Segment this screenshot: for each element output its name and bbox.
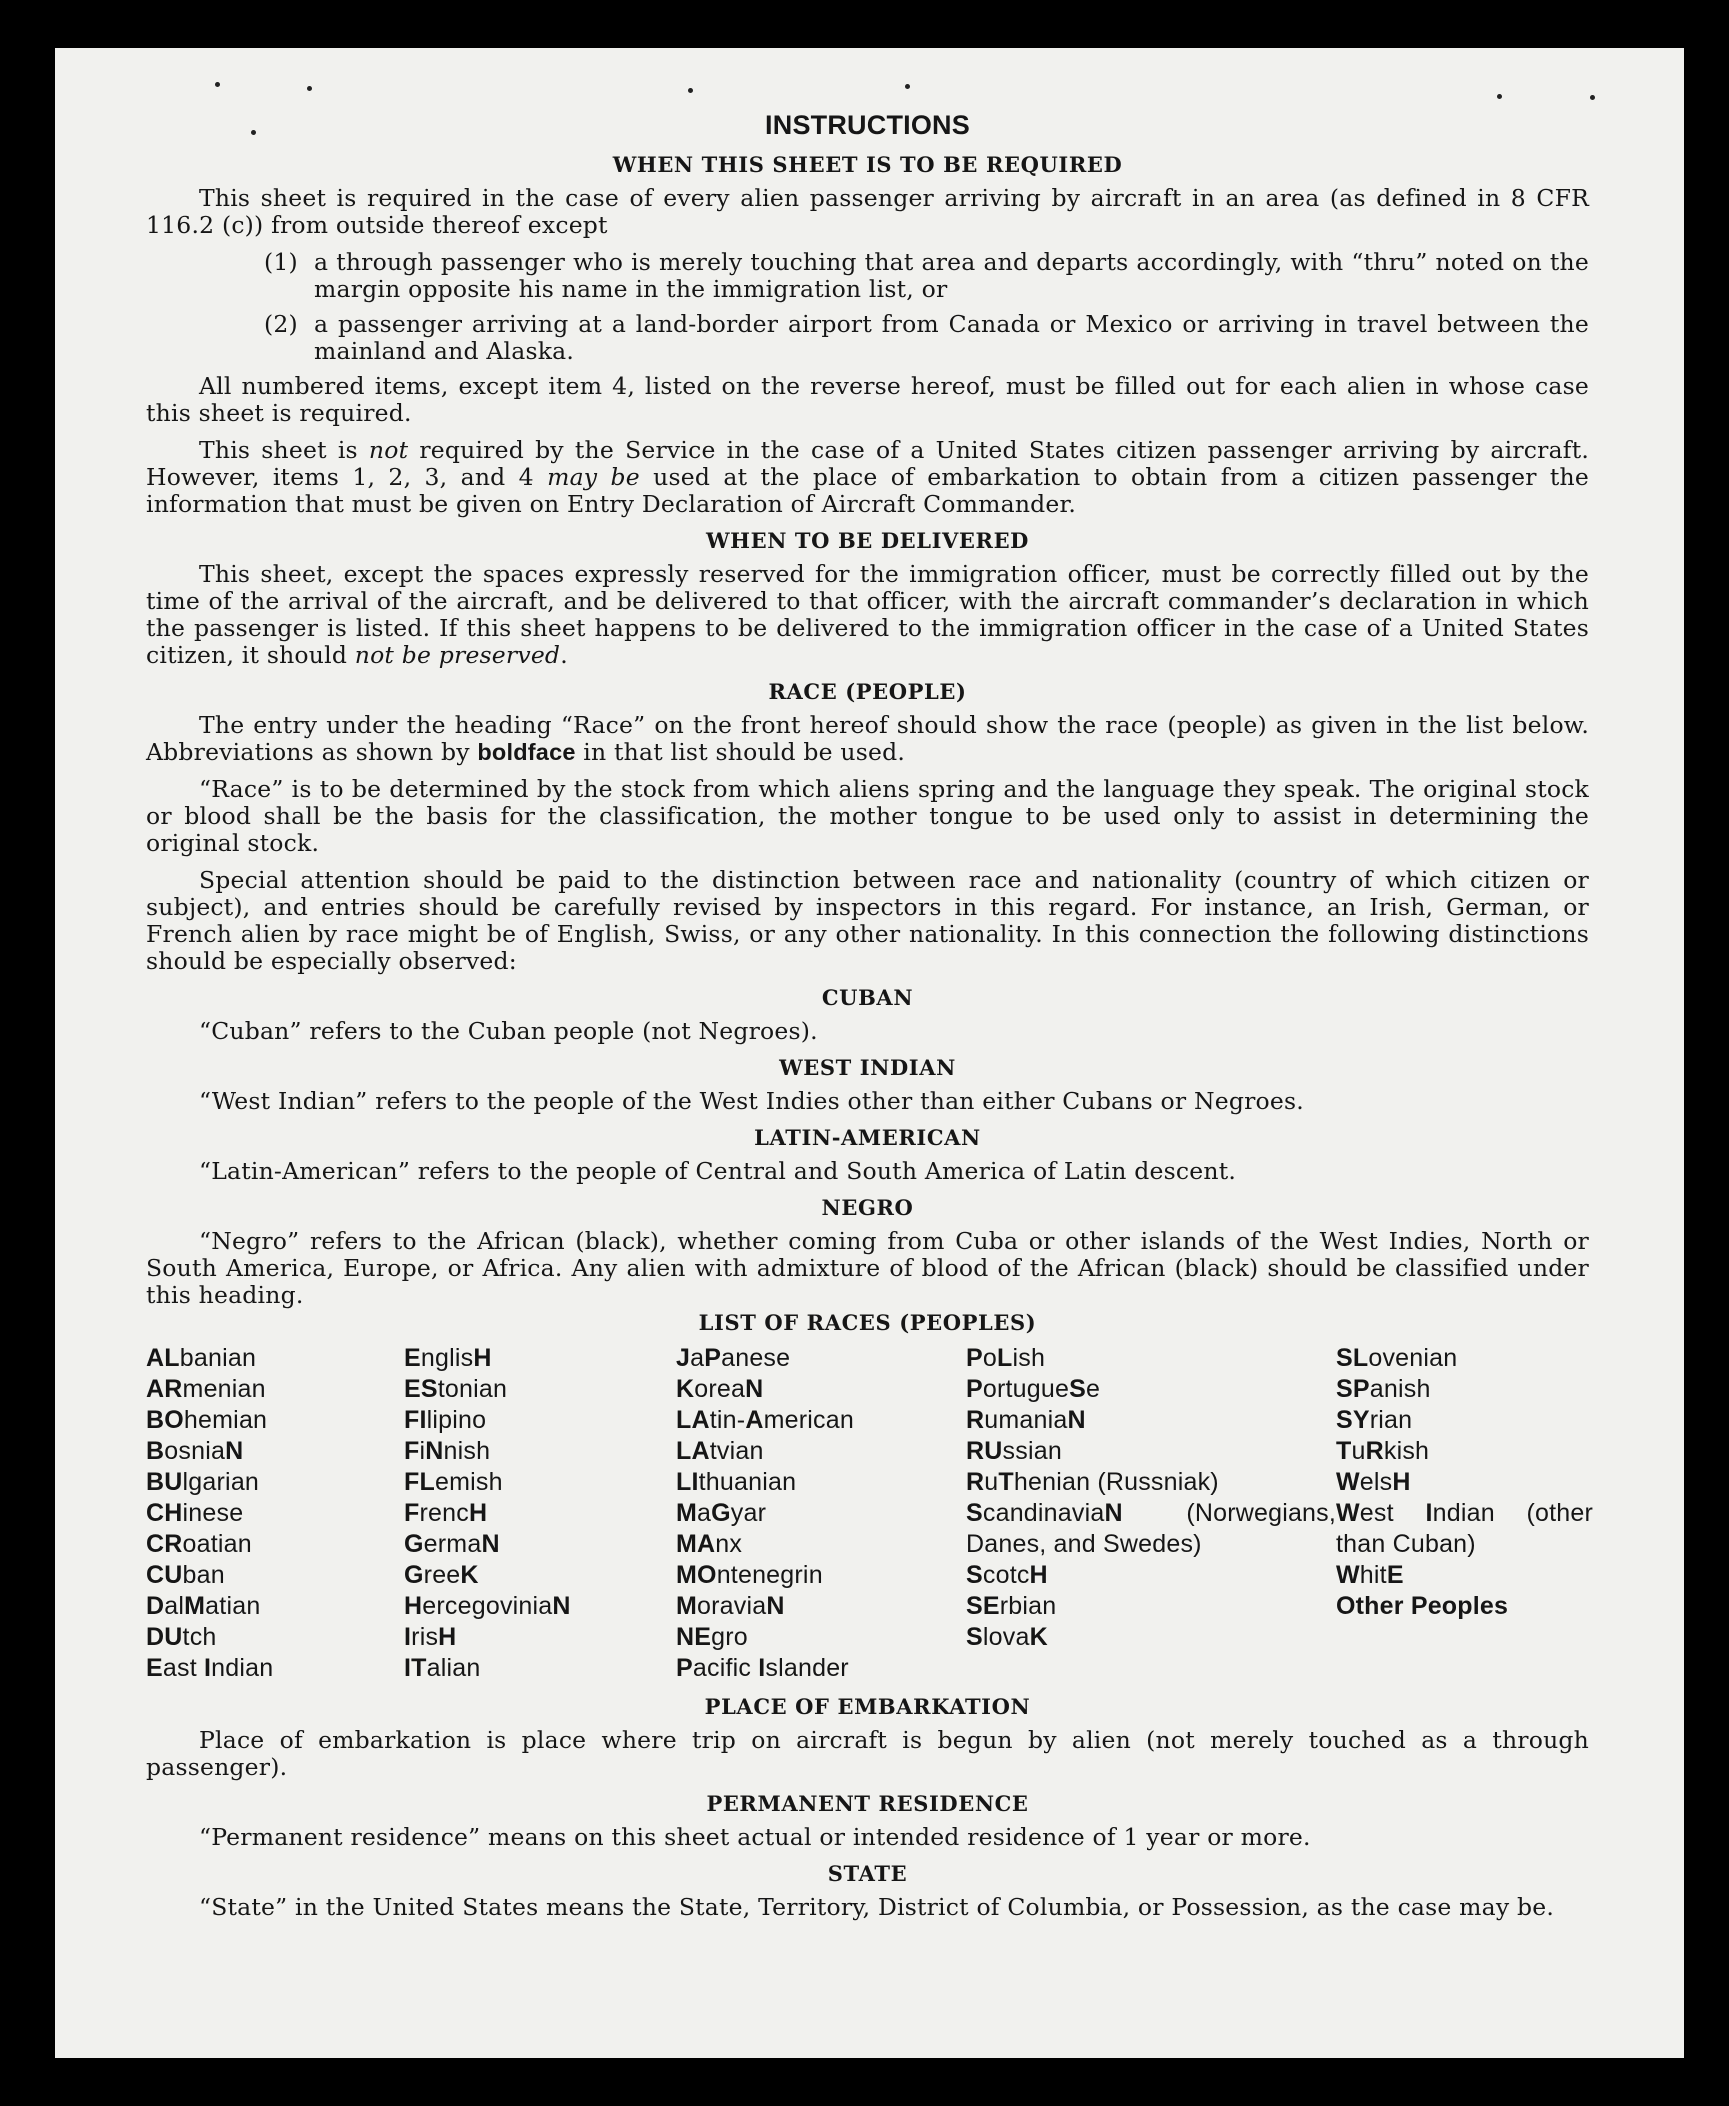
race-entry: SYrian [1336, 1406, 1413, 1434]
section-heading-races-list: LIST OF RACES (PEOPLES) [698, 1310, 1037, 1335]
required-paragraph: All numbered items, except item 4, listed on the reverse hereof, must be filled out for each alien in whose case this sheet is required. [146, 372, 1589, 427]
section-heading-cuban: CUBAN [821, 985, 914, 1010]
races-column [404, 1343, 676, 1684]
race-entry: WhitE [1336, 1561, 1404, 1589]
race-entry: HercegoviniaN [404, 1592, 571, 1620]
race-entry: West Indian (other than Cuban) [1336, 1499, 1593, 1558]
race-entry: LIthuanian [676, 1468, 797, 1496]
race-entry: CHinese [146, 1499, 244, 1527]
page-title: INSTRUCTIONS [765, 110, 970, 140]
race-entry: NEgro [676, 1623, 748, 1651]
section-heading-negro: NEGRO [821, 1195, 914, 1220]
speck-mark [688, 88, 693, 93]
race-entry: MOntenegrin [676, 1561, 823, 1589]
race-entry: SErbian [966, 1592, 1057, 1620]
latin-american-paragraph: “Latin-American” refers to the people of Central and South America of Latin descent. [199, 1157, 1237, 1185]
section-heading-state: STATE [827, 1861, 908, 1886]
race-entry: MAnx [676, 1530, 743, 1558]
race-entry: FIlipino [404, 1406, 487, 1434]
race-entry: East Indian [146, 1654, 274, 1682]
residence-paragraph: “Permanent residence” means on this sheet actual or intended residence of 1 year or more. [199, 1823, 1311, 1851]
document-page [55, 48, 1684, 2058]
section-heading-race: RACE (PEOPLE) [768, 679, 967, 704]
race-entry: SLovenian [1336, 1344, 1458, 1372]
exception-item [264, 249, 1589, 303]
state-paragraph: “State” in the United States means the State, Territory, District of Columbia, or Possession, as the case may be. [199, 1893, 1555, 1921]
race-entry: Other Peoples [1336, 1592, 1509, 1620]
race-entry: EnglisH [404, 1344, 492, 1372]
race-entry: ScotcH [966, 1561, 1048, 1589]
speck-mark [215, 82, 220, 87]
item-number: (2) [264, 310, 298, 338]
section-heading-residence: PERMANENT RESIDENCE [706, 1791, 1029, 1816]
race-entry: ALbanian [146, 1344, 257, 1372]
race-entry: RumaniaN [966, 1406, 1086, 1434]
race-entry: FLemish [404, 1468, 503, 1496]
race-entry: PoLish [966, 1344, 1046, 1372]
races-column [966, 1343, 1336, 1684]
cuban-paragraph: “Cuban” refers to the Cuban people (not Negroes). [199, 1017, 818, 1045]
races-column [146, 1343, 404, 1684]
race-entry: BOhemian [146, 1406, 268, 1434]
exception-item [264, 311, 1589, 365]
negro-paragraph: “Negro” refers to the African (black), whether coming from Cuba or other islands of the West Indies, North or South America, Europe, or Africa. Any alien with admixture of blood of the African (black) should be classified under this heading. [146, 1227, 1589, 1309]
item-text: a passenger arriving at a land-border airport from Canada or Mexico or arriving in travel between the mainland and Alaska. [314, 310, 1589, 365]
embarkation-paragraph: Place of embarkation is place where trip on aircraft is begun by alien (not merely touched as a through passenger). [146, 1726, 1589, 1781]
race-entry: DUtch [146, 1623, 217, 1651]
delivered-paragraph: This sheet, except the spaces expressly reserved for the immigration officer, must be correctly filled out by the time of the arrival of the aircraft, and be delivered to that officer, with the aircraft commander’s declaration in which the passenger is listed. If this sheet happens to be delivered to the immigration officer in the case of a United States citizen, it should not be preserved. [146, 560, 1589, 669]
races-list [146, 1343, 1593, 1684]
race-entry: DalMatian [146, 1592, 261, 1620]
race-entry: FrencH [404, 1499, 488, 1527]
race-entry: ARmenian [146, 1375, 266, 1403]
race-entry: LAtvian [676, 1437, 764, 1465]
item-text: a through passenger who is merely touching that area and departs accordingly, with “thru” noted on the margin opposite his name in the immigration list, or [314, 248, 1589, 303]
required-intro: This sheet is required in the case of every alien passenger arriving by aircraft in an area (as defined in 8 CFR 116.2 (c)) from outside thereof except [146, 184, 1589, 239]
race-entry: GreeK [404, 1561, 479, 1589]
section-heading-delivered: WHEN TO BE DELIVERED [705, 528, 1029, 553]
race-entry: RUssian [966, 1437, 1062, 1465]
race-entry: WelsH [1336, 1468, 1411, 1496]
speck-mark [905, 84, 910, 89]
race-entry: Pacific Islander [676, 1654, 849, 1682]
race-entry: IrisH [404, 1623, 457, 1651]
race-entry: BosniaN [146, 1437, 244, 1465]
race-entry: CRoatian [146, 1530, 252, 1558]
race-paragraph: Special attention should be paid to the distinction between race and nationality (country of which citizen or subject), and entries should be carefully revised by inspectors in this regard. For instance, an Irish, German, or French alien by race might be of English, Swiss, or any other nationality. In this connection the following distinctions should be especially observed: [146, 866, 1589, 975]
race-entry: ScandinaviaN (Norwegians, Danes, and Swedes) [966, 1499, 1336, 1558]
race-entry: ITalian [404, 1654, 481, 1682]
races-column [676, 1343, 966, 1684]
speck-mark [1497, 94, 1502, 99]
races-column [1336, 1343, 1593, 1684]
race-entry: RuThenian (Russniak) [966, 1468, 1219, 1496]
race-entry: EStonian [404, 1375, 508, 1403]
race-entry: TuRkish [1336, 1437, 1430, 1465]
speck-mark [1590, 95, 1595, 100]
section-heading-latin-american: LATIN-AMERICAN [754, 1125, 981, 1150]
section-heading-embarkation: PLACE OF EMBARKATION [704, 1694, 1031, 1719]
required-paragraph: This sheet is not required by the Service in the case of a United States citizen passenger arriving by aircraft. However, items 1, 2, 3, and 4 may be used at the place of embarkation to obtain from a citizen passenger the information that must be given on Entry Declaration of Aircraft Commander. [146, 436, 1590, 518]
race-entry: BUlgarian [146, 1468, 260, 1496]
race-entry: MoraviaN [676, 1592, 785, 1620]
speck-mark [307, 86, 312, 91]
race-entry: PortugueSe [966, 1375, 1101, 1403]
race-entry: GermaN [404, 1530, 500, 1558]
west-indian-paragraph: “West Indian” refers to the people of the West Indies other than either Cubans or Negroes. [199, 1087, 1304, 1115]
section-heading-west-indian: WEST INDIAN [779, 1055, 956, 1080]
race-entry: SPanish [1336, 1375, 1431, 1403]
section-heading-required: WHEN THIS SHEET IS TO BE REQUIRED [612, 152, 1123, 177]
race-entry: LAtin-American [676, 1406, 854, 1434]
race-paragraph: The entry under the heading “Race” on the front hereof should show the race (people) as given in the list below. Abbreviations as shown by boldface in that list should be used. [146, 711, 1589, 766]
race-entry: KoreaN [676, 1375, 764, 1403]
item-number: (1) [264, 248, 298, 276]
race-entry: CUban [146, 1561, 225, 1589]
race-entry: JaPanese [676, 1344, 791, 1372]
race-entry: SlovaK [966, 1623, 1048, 1651]
race-entry: FiNnish [404, 1437, 491, 1465]
race-paragraph: “Race” is to be determined by the stock from which aliens spring and the language they speak. The original stock or blood shall be the basis for the classification, the mother tongue to be used only to assist in determining the original stock. [146, 775, 1589, 857]
instructions-body [146, 108, 1593, 1931]
race-entry: MaGyar [676, 1499, 767, 1527]
